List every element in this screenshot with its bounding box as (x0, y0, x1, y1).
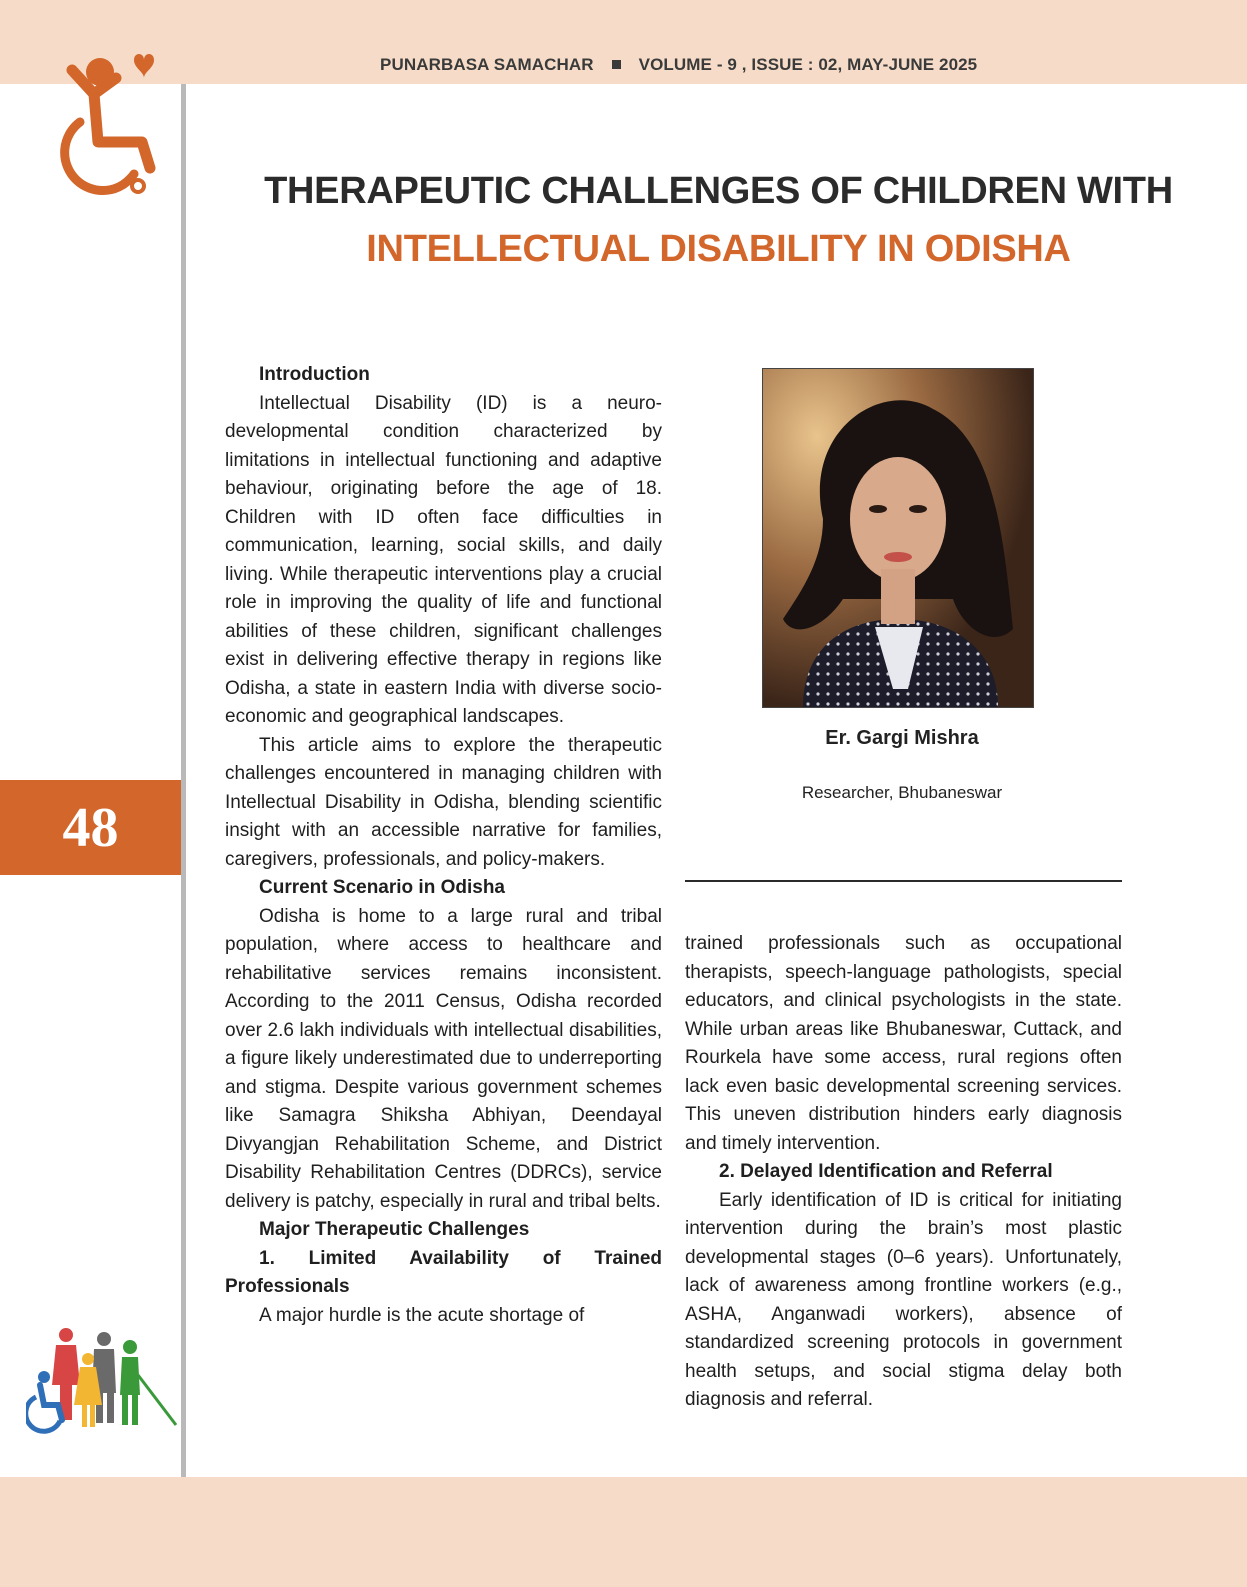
author-role: Researcher, Bhubaneswar (801, 783, 1003, 802)
paragraph: This article aims to explore the therapeutic challenges encountered in managing children with Intellectual Disability in Odisha, blending scientific insight with an accessible narrative for families, caregivers, professionals, and policy-makers. (225, 734, 662, 870)
author-name: Er. Gargi Mishra (825, 727, 979, 749)
right-column (685, 930, 1122, 1415)
paragraph: Early identification of ID is critical for initiating intervention during the brain’s most plastic developmental stages (0–6 years). Unfortunately, lack of awareness among frontline workers (e.g., ASHA, Anganwadi workers), absence of standardized screening protocols in government health setups, and social stigma delay both diagnosis and referral. (685, 1189, 1122, 1410)
footer-band (0, 1477, 1247, 1587)
page-number-box (0, 780, 181, 875)
wheelchair-user-heart-icon (42, 50, 167, 200)
disability-inclusion-group-icon (26, 1325, 181, 1435)
horizontal-divider (685, 880, 1122, 882)
running-header (380, 55, 1000, 75)
left-column (225, 361, 662, 1330)
publication-name: PUNARBASA SAMACHAR (380, 55, 594, 74)
title-line-1: THERAPEUTIC CHALLENGES OF CHILDREN WITH (264, 170, 1173, 212)
section-heading: Introduction (259, 364, 370, 385)
subsection-heading: 1. Limited Availability of Trained Professionals (225, 1247, 662, 1297)
header-separator (612, 60, 621, 69)
page-number: 48 (62, 796, 119, 859)
issue-info: VOLUME - 9 , ISSUE : 02, MAY-JUNE 2025 (638, 55, 978, 74)
paragraph: trained professionals such as occupational therapists, speech-language pathologists, special educators, and clinical psychologists in the state. While urban areas like Bhubaneswar, Cuttack, and Rourkela have some access, rural regions often lack even basic developmental screening services. This uneven distribution hinders early diagnosis and timely intervention. (685, 933, 1122, 1154)
section-heading: Major Therapeutic Challenges (259, 1219, 530, 1240)
author-photo (762, 368, 1034, 708)
paragraph: Odisha is home to a large rural and tribal population, where access to healthcare and rehabilitative services remains inconsistent. According to the 2011 Census, Odisha recorded over 2.6 lakh individuals with intellectual disabilities, a figure likely underestimated due to underreporting and stigma. Despite various government schemes like Samagra Shiksha Abhiyan, Deendayal Divyangjan Rehabilitation Scheme, and District Disability Rehabilitation Centres (DDRCs), service delivery is patchy, especially in rural and tribal belts. (225, 905, 662, 1212)
title-line-2: INTELLECTUAL DISABILITY IN ODISHA (366, 228, 1071, 270)
vertical-divider (181, 84, 186, 1477)
paragraph: A major hurdle is the acute shortage of (259, 1304, 585, 1326)
portrait-image (763, 369, 1033, 707)
paragraph: Intellectual Disability (ID) is a neuro-developmental condition characterized by limitations in intellectual functioning and adaptive behaviour, originating before the age of 18. Children with ID often face difficulties in communication, learning, social skills, and daily living. While therapeutic interventions play a crucial role in improving the quality of life and functional abilities of these children, significant challenges exist in delivering effective therapy in regions like Odisha, a state in eastern India with diverse socio-economic and geographical landscapes. (225, 392, 662, 727)
subsection-heading: 2. Delayed Identification and Referral (719, 1161, 1053, 1182)
section-heading: Current Scenario in Odisha (259, 877, 505, 898)
